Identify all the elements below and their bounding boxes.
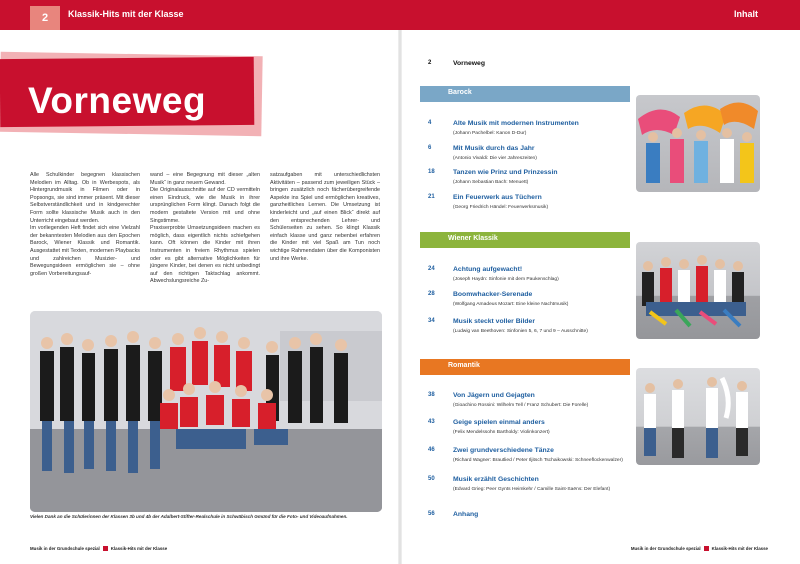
toc-title: Ein Feuerwerk aus Tüchern — [453, 194, 542, 201]
paragraph: satzaufgaben mit unterschiedlichsten Aktivitäten – passend zum jeweiligen Stück – bringen zusätzlich noch fächerübergreifende Aspekte ins Spiel und ermöglichen kreatives, ganzheitliches Lernen. Die Umsetzung ist kinderleicht und „auf einen Blick“ direkt auf den entsprechenden Lehrer- und Schülerseiten zu sehen. So klingt Klassik einfach klasse und ganz nebenbei erfahren die Kinder mit viel Spaß am Tun noch wichtige Rahmendaten über die Komponisten und ihre Werke. — [270, 172, 380, 262]
toc-title: Boomwhacker-Serenade — [453, 291, 533, 298]
toc-page: 50 — [428, 476, 435, 482]
photo-caption: Vielen Dank an die Schülerinnen der Klassen 3b und 4b der Adalbert-Stifter-Realschule in Schwäbisch Gmünd für die Foto- und Videoaufnahmen. — [30, 514, 348, 519]
toc-subtitle: (Felix Mendelssohn Bartholdy: Violinkonzert) — [453, 430, 550, 435]
text-column-3 — [270, 172, 380, 263]
toc-title: Mit Musik durch das Jahr — [453, 145, 535, 152]
section-bar-wiener-klassik — [420, 232, 630, 248]
toc-title: Musik steckt voller Bilder — [453, 318, 535, 325]
section-label: Romantik — [448, 362, 480, 369]
paragraph: wand – eine Begegnung mit dieser „alten Musik“ in ganz neuem Gewand. — [150, 172, 260, 186]
article-title: Vorneweg — [28, 80, 207, 121]
toc-page: 38 — [428, 392, 435, 398]
toc-title: Zwei grundverschiedene Tänze — [453, 447, 554, 454]
toc-title: Alte Musik mit modernen Instrumenten — [453, 120, 579, 127]
section-label: Wiener Klassik — [448, 235, 498, 242]
footer-publication: Musik in der Grundschule spezial — [630, 546, 701, 551]
toc-subtitle: (Richard Wagner: Brautlied / Peter Iljitsch Tschaikowski: Schneeflockenwalzer) — [453, 458, 623, 463]
paragraph: Praxiserprobte Umsetzungsideen machen es möglich, dass eigentlich nichts schiefgehen kann. Oft können die Kinder mit ihren Instrumenten in freiem Rhythmus spielen oder es gibt alternative Möglichkeiten für jüngere Kinder, bei denen es nicht unbedingt auf den richtigen Taktschlag ankommt. Abwechslungsreiche Zu- — [150, 225, 260, 285]
toc-title: Vorneweg — [453, 60, 485, 67]
toc-subtitle: (Gioachino Rossini: Wilhelm Tell / Franz Schubert: Die Forelle) — [453, 403, 589, 408]
toc-subtitle: (Wolfgang Amadeus Mozart: Eine kleine Nachtmusik) — [453, 302, 569, 307]
section-bar-romantik — [420, 359, 630, 375]
text-column-1 — [30, 172, 140, 278]
section-bar-barock — [420, 86, 630, 102]
toc-page: 24 — [428, 266, 435, 272]
section-label: Barock — [448, 89, 472, 96]
toc-page: 21 — [428, 194, 435, 200]
toc-page: 6 — [428, 145, 432, 151]
toc-page: 43 — [428, 419, 435, 425]
toc-page: 28 — [428, 291, 435, 297]
toc-title: Achtung aufgewacht! — [453, 266, 523, 273]
toc-subtitle: (Edvard Grieg: Peer Gynts Heimkehr / Camille Saint-Saëns: Der Elefant) — [453, 487, 611, 492]
photo-wiener-klassik — [636, 242, 760, 339]
toc-subtitle: (Johann Sebastian Bach: Menuett) — [453, 180, 529, 185]
toc-page: 2 — [428, 60, 432, 66]
footer-square-icon — [103, 546, 108, 551]
footer-left — [30, 546, 167, 551]
paragraph: Alle Schulkinder begegnen klassischen Melodien im Alltag. Ob in Werbespots, als Hintergrundmusik in Filmen oder in Popsongs, sie sind immer präsent. Mit dieser Selbstverständlichkeit und in kindgerechter Form sollte klassische Musik auch in den Unterricht eingebaut werden. — [30, 172, 140, 224]
footer-series: Klassik-Hits mit der Klasse — [711, 546, 768, 551]
page-number: 2 — [30, 6, 60, 30]
footer-right — [631, 546, 768, 551]
toc-title: Von Jägern und Gejagten — [453, 392, 535, 399]
header-bar — [0, 0, 800, 30]
toc-title: Tanzen wie Prinz und Prinzessin — [453, 169, 558, 176]
footer-series: Klassik-Hits mit der Klasse — [110, 546, 168, 551]
footer-publication: Musik in der Grundschule spezial — [30, 546, 100, 551]
toc-title: Musik erzählt Geschichten — [453, 476, 539, 483]
toc-title: Geige spielen einmal anders — [453, 419, 545, 426]
series-title: Klassik-Hits mit der Klasse — [68, 9, 184, 19]
toc-page: 18 — [428, 169, 435, 175]
photo-romantik — [636, 368, 760, 465]
photo-barock — [636, 95, 760, 192]
footer-square-icon — [704, 546, 709, 551]
text-column-2 — [150, 172, 260, 286]
paragraph: Im vorliegenden Heft findet sich eine Vielzahl der bekanntesten Melodien aus den Epochen Barock, Wiener Klassik und Romantik. Ausgestattet mit Texten, modernen Playbacks und zahlreichen Musizier- und Bewegungsideen ermöglichen sie – ohne großen Vorbereitungsauf- — [30, 225, 140, 277]
toc-subtitle: (Georg Friedrich Händel: Feuerwerksmusik) — [453, 205, 549, 210]
toc-page: 4 — [428, 120, 432, 126]
toc-page: 34 — [428, 318, 435, 324]
article-body — [30, 172, 382, 304]
toc-page: 56 — [428, 511, 435, 517]
toc-title: Anhang — [453, 511, 479, 518]
class-photo — [30, 311, 382, 512]
toc-subtitle: (Antonio Vivaldi: Die vier Jahreszeiten) — [453, 156, 537, 161]
toc-subtitle: (Johann Pachelbel: Kanon D-Dur) — [453, 131, 527, 136]
section-title: Inhalt — [734, 9, 758, 19]
toc-subtitle: (Joseph Haydn: Sinfonie mit dem Paukenschlag) — [453, 277, 559, 282]
toc-subtitle: (Ludwig van Beethoven: Sinfonien 5, 6, 7 und 9 – Ausschnitte) — [453, 329, 588, 334]
paragraph: Die Originalausschnitte auf der CD vermitteln einen Eindruck, wie die Musik in ihrer ursprünglichen Form klingt. Danach folgt die modern gestaltete Version mit und ohne Singstimme. — [150, 187, 260, 224]
page-gutter — [398, 30, 402, 564]
toc-page: 46 — [428, 447, 435, 453]
